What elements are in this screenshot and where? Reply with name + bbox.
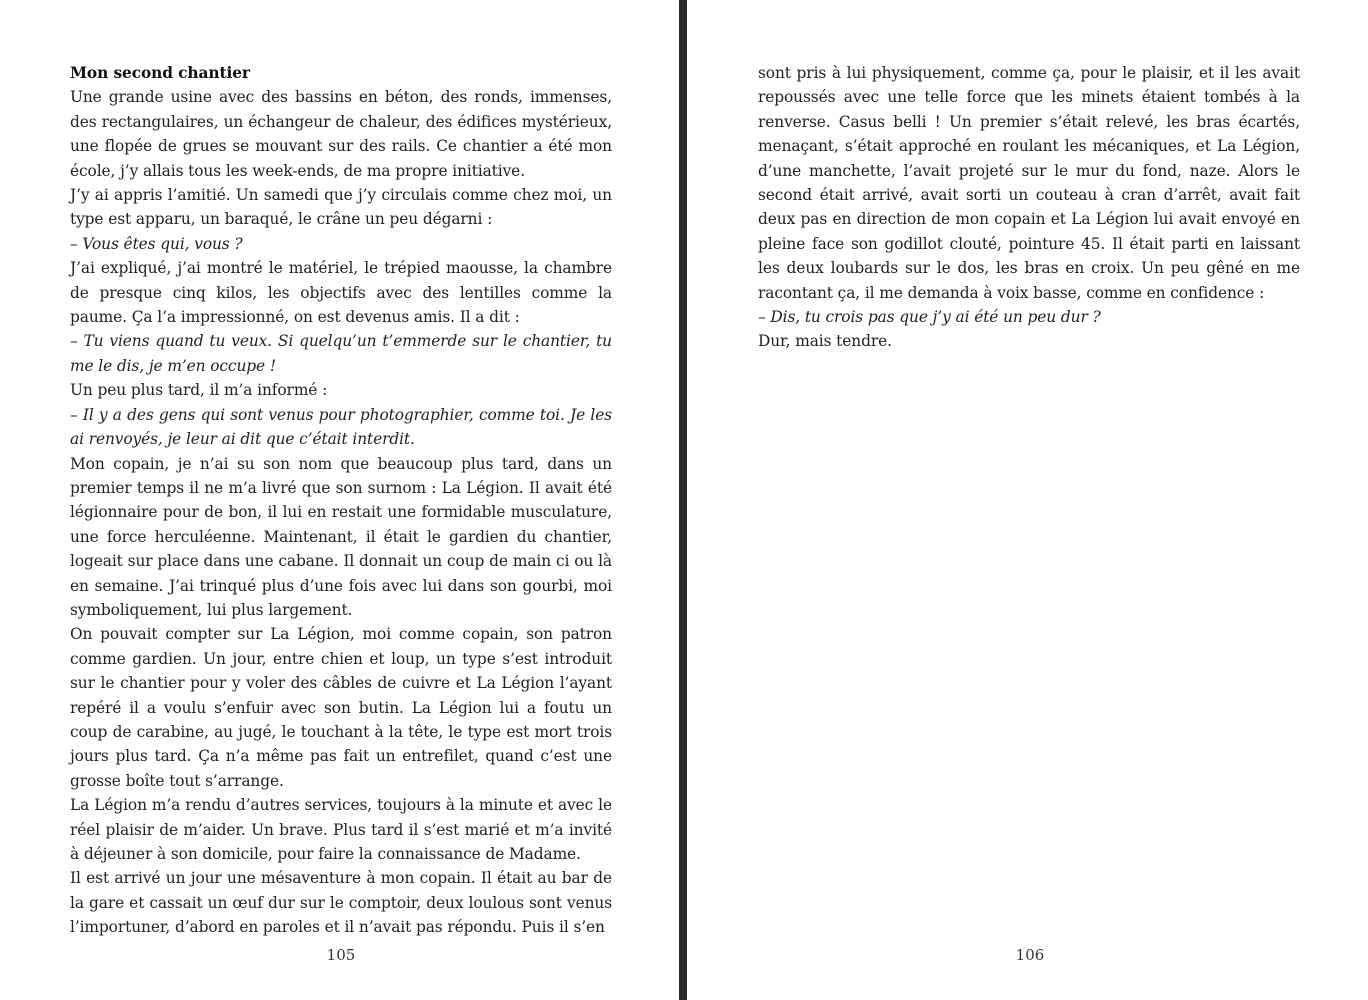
- paragraph: J’y ai appris l’amitié. Un samedi que j’y circulais comme chez moi, un type est apparu, un baraqué, le crâne un peu dégarni :: [70, 186, 612, 229]
- paragraph: La Légion m’a rendu d’autres services, toujours à la minute et avec le réel plaisir de m’aider. Un brave. Plus tard il s’est marié et m’a invité à déjeuner à son domicile, pour faire la connaissance de Madame.: [70, 796, 612, 863]
- left-page-text: [70, 61, 612, 940]
- page-number-left: 105: [326, 946, 356, 964]
- dialogue-line: – Il y a des gens qui sont venus pour photographier, comme toi. Je les ai renvoyés, je leur ai dit que c’était interdit.: [70, 405, 612, 449]
- paragraph: Mon copain, je n’ai su son nom que beaucoup plus tard, dans un premier temps il ne m’a livré que son surnom : La Légion. Il avait été légionnaire pour de bon, il lui en restait une formidable musculature, une force herculéenne. Maintenant, il était le gardien du chantier, logeait sur place dans une cabane. Il donnait un coup de main ci ou là en semaine. J’ai trinqué plus d’une fois avec lui dans son gourbi, moi symboliquement, lui plus largement.: [70, 454, 612, 619]
- paragraph: Dur, mais tendre.: [758, 332, 892, 351]
- paragraph: On pouvait compter sur La Légion, moi comme copain, son patron comme gardien. Un jour, entre chien et loup, un type s’est introduit sur le chantier pour y voler des câbles de cuivre et La Légion l’ayant repéré il a voulu s’enfuir avec son butin. La Légion lui a foutu un coup de carabine, au jugé, le touchant à la tête, le type est mort trois jours plus tard. Ça n’a même pas fait un entrefilet, quand c’est une grosse boîte tout s’arrange.: [70, 625, 612, 790]
- page-number-right: 106: [1015, 946, 1045, 964]
- paragraph: sont pris à lui physiquement, comme ça, pour le plaisir, et il les avait repoussés avec une telle force que les minets étaient tombés à la renverse. Casus belli ! Un premier s’était relevé, les bras écartés, menaçant, s’était approché en roulant les mécaniques, et La Légion, d’une manchette, l’avait projeté sur le mur du fond, naze. Alors le second était arrivé, avait sorti un couteau à cran d’arrêt, avait fait deux pas en direction de mon copain et La Légion lui avait envoyé en pleine face son godillot clouté, pointure 45. Il était parti en laissant les deux loubards sur le dos, les bras en croix. Un peu gêné en me racontant ça, il me demanda à voix basse, comme en confidence :: [758, 64, 1300, 302]
- dialogue-line: – Dis, tu crois pas que j’y ai été un peu dur ?: [758, 308, 1101, 327]
- right-page: [687, 0, 1368, 1000]
- chapter-heading: Mon second chantier: [70, 64, 250, 82]
- paragraph: Un peu plus tard, il m’a informé :: [70, 381, 328, 400]
- dialogue-line: – Tu viens quand tu veux. Si quelqu’un t’emmerde sur le chantier, tu me le dis, je m’en occupe !: [70, 332, 612, 375]
- book-gutter: [679, 0, 687, 1000]
- paragraph: Une grande usine avec des bassins en béton, des ronds, immenses, des rectangulaires, un échangeur de chaleur, des édifices mystérieux, une flopée de grues se mouvant sur des rails. Ce chantier a été mon école, j’y allais tous les week-ends, de ma propre initiative.: [70, 88, 612, 180]
- left-page: [0, 0, 679, 1000]
- paragraph: J’ai expliqué, j’ai montré le matériel, le trépied maousse, la chambre de presque cinq kilos, les objectifs avec des lentilles comme la paume. Ça l’a impressionné, on est devenus amis. Il a dit :: [70, 259, 612, 327]
- right-page-text: [758, 61, 1300, 354]
- dialogue-line: – Vous êtes qui, vous ?: [70, 234, 243, 253]
- paragraph: Il est arrivé un jour une mésaventure à mon copain. Il était au bar de la gare et cassait un œuf dur sur le comptoir, deux loulous sont venus l’importuner, d’abord en paroles et il n’avait pas répondu. Puis il s’en: [70, 869, 612, 937]
